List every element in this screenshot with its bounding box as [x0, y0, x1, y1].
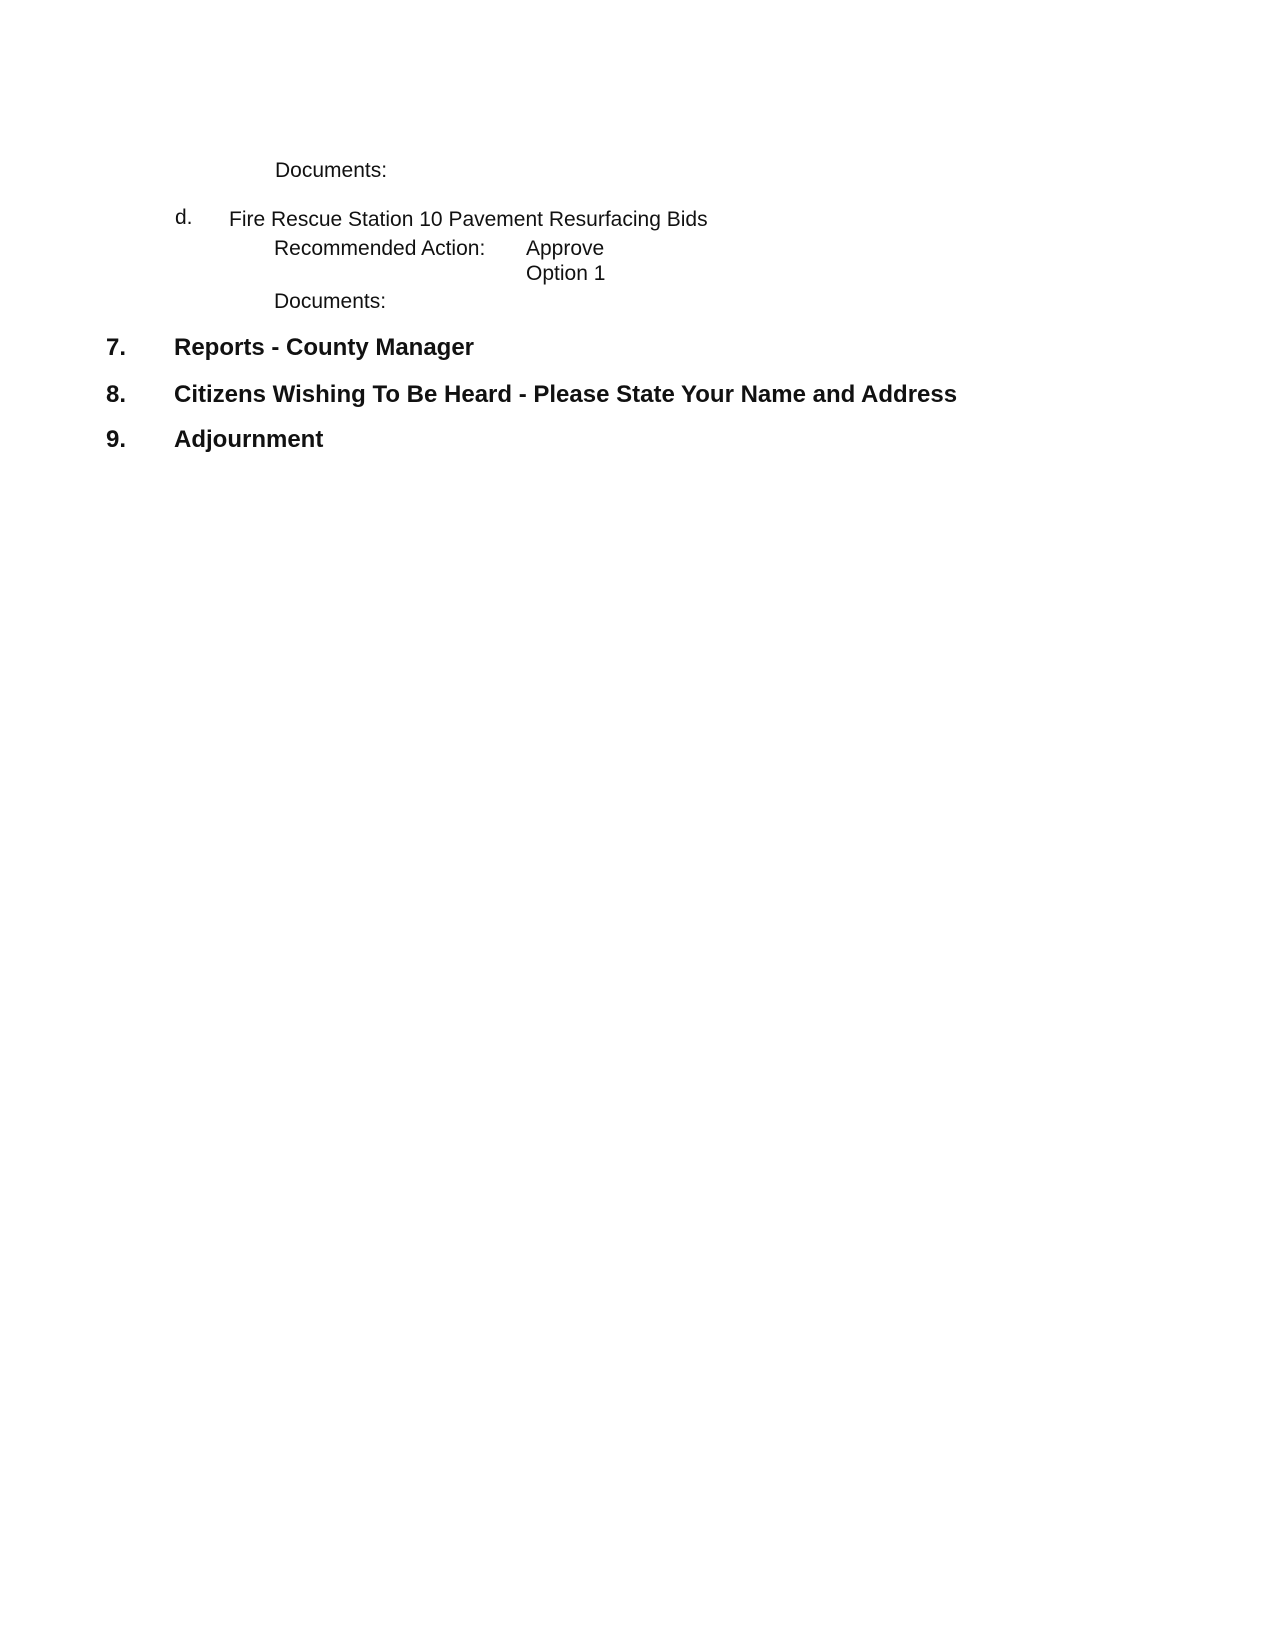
section-number: 9.	[106, 426, 127, 453]
section-title: Adjournment	[174, 426, 324, 453]
section-number: 7.	[106, 334, 127, 361]
section-title: Citizens Wishing To Be Heard - Please State Your Name and Address	[174, 381, 958, 408]
sub-item-letter: d.	[175, 206, 193, 229]
section-title: Reports - County Manager	[174, 334, 475, 361]
recommended-action-label: Recommended Action:	[274, 237, 486, 260]
recommended-action-line: Approve	[526, 237, 605, 260]
sub-item-title: Fire Rescue Station 10 Pavement Resurfacing Bids	[229, 208, 708, 231]
section-number: 8.	[106, 381, 127, 408]
sub-item-documents-label: Documents:	[274, 290, 387, 313]
recommended-action-line: Option 1	[526, 262, 606, 285]
previous-item-documents-label: Documents:	[275, 159, 388, 182]
